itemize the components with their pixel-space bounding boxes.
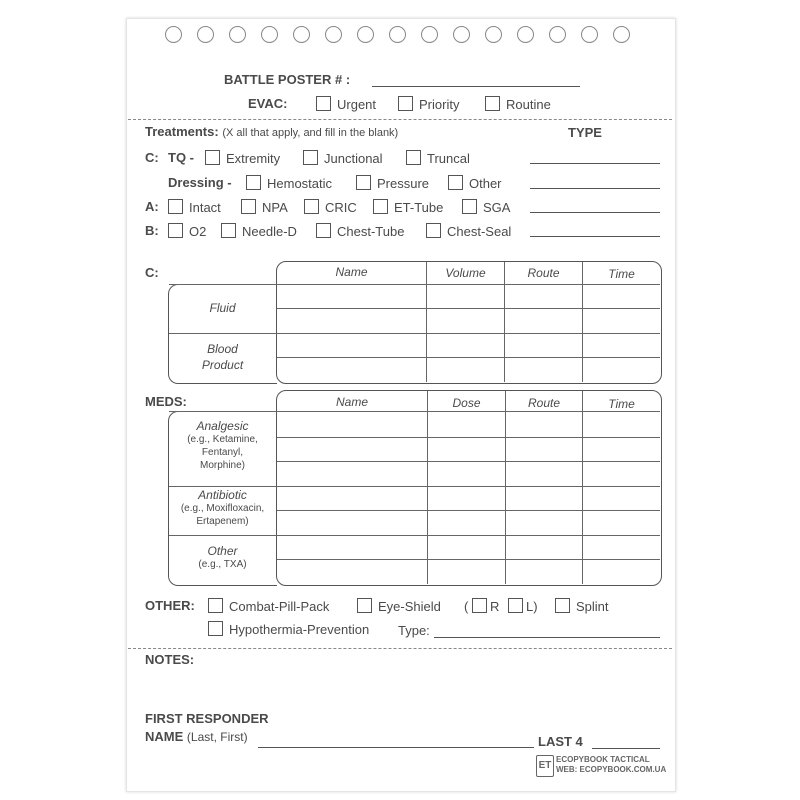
spiral-hole [197,26,214,43]
battle-poster-label: BATTLE POSTER # : [224,72,351,87]
analgesic-row-label: Analgesic (e.g., Ketamine, Fentanyl, Morphine) [187,419,258,471]
section-divider [128,648,672,649]
breathing-type-field[interactable] [530,236,660,237]
fluid-row-label: Fluid [209,301,236,315]
eye-shield-right-checkbox[interactable]: R [472,598,499,614]
combat-pill-pack-checkbox[interactable]: Combat-Pill-Pack [208,598,329,614]
airway-cric-checkbox[interactable]: CRIC [304,199,357,215]
evac-priority-label: Priority [419,97,460,112]
eye-shield-paren: ( [464,599,469,614]
a-label: A: [145,199,159,214]
spiral-hole [389,26,406,43]
b-label: B: [145,223,159,238]
spiral-hole [581,26,598,43]
notes-label: NOTES: [145,652,195,667]
responder-name-field[interactable] [258,747,534,748]
evac-urgent-label: Urgent [337,97,377,112]
spiral-hole [421,26,438,43]
spiral-hole [357,26,374,43]
meds-col-dose: Dose [452,396,481,410]
responder-name-label: NAME (Last, First) [145,729,248,744]
fluids-col-time: Time [608,267,635,281]
hypothermia-prevention-checkbox[interactable]: Hypothermia-Prevention [208,621,369,637]
hypothermia-type-field[interactable] [434,637,660,638]
spiral-hole [229,26,246,43]
tq-extremity-checkbox[interactable]: Extremity [205,150,280,166]
brand-line-2: WEB: ECOPYBOOK.COM.UA [556,765,667,774]
breathing-needle-d-checkbox[interactable]: Needle-D [221,223,297,239]
dressing-type-field[interactable] [530,188,660,189]
brand-text [556,755,666,775]
airway-npa-checkbox[interactable]: NPA [241,199,288,215]
c-label: C: [145,150,159,165]
last4-label: LAST 4 [538,734,583,749]
tq-type-field[interactable] [530,163,660,164]
blood-product-row-label: Blood Product [201,342,244,372]
tq-truncal-checkbox[interactable]: Truncal [406,150,470,166]
brand-logo-icon: ET [536,755,554,777]
spiral-hole [613,26,630,43]
evac-label: EVAC: [248,96,288,111]
tq-junctional-checkbox[interactable]: Junctional [303,150,383,166]
meds-col-name: Name [335,395,368,409]
last4-field[interactable] [592,748,660,749]
breathing-chest-seal-checkbox[interactable]: Chest-Seal [426,223,511,239]
section-divider [128,119,672,120]
dressing-pressure-checkbox[interactable]: Pressure [356,175,429,191]
circulation-fluids-label: C: [145,265,159,280]
meds-col-route: Route [527,396,561,410]
dressing-hemostatic-checkbox[interactable]: Hemostatic [246,175,332,191]
tq-label: TQ - [168,150,194,165]
airway-type-field[interactable] [530,212,660,213]
battle-poster-field[interactable] [372,86,580,87]
notes-area[interactable] [145,670,660,706]
eye-shield-checkbox[interactable]: Eye-Shield [357,598,441,614]
evac-urgent-checkbox[interactable] [316,96,376,112]
breathing-o2-checkbox[interactable]: O2 [168,223,206,239]
first-responder-label: FIRST RESPONDER [145,711,269,726]
evac-routine-checkbox[interactable] [485,96,551,112]
other-meds-row-label: Other (e.g., TXA) [198,544,247,570]
dressing-other-checkbox[interactable]: Other [448,175,502,191]
airway-et-tube-checkbox[interactable]: ET-Tube [373,199,443,215]
evac-routine-label: Routine [506,97,551,112]
other-label: OTHER: [145,598,195,613]
fluids-col-route: Route [527,266,560,280]
spiral-hole [485,26,502,43]
spiral-hole [517,26,534,43]
spiral-hole [453,26,470,43]
dressing-label: Dressing - [168,175,232,190]
spiral-hole [293,26,310,43]
splint-checkbox[interactable]: Splint [555,598,609,614]
meds-label: MEDS: [145,394,187,409]
fluids-col-name: Name [335,265,368,279]
fluids-col-volume: Volume [445,266,486,280]
airway-sga-checkbox[interactable]: SGA [462,199,510,215]
breathing-chest-tube-checkbox[interactable]: Chest-Tube [316,223,404,239]
brand-line-1: ECOPYBOOK TACTICAL [556,755,650,764]
antibiotic-row-label: Antibiotic (e.g., Moxifloxacin, Ertapenem) [180,488,265,527]
spiral-hole [165,26,182,43]
spiral-hole [261,26,278,43]
evac-priority-checkbox[interactable] [398,96,459,112]
spiral-hole [325,26,342,43]
meds-table [276,390,662,586]
meds-col-time: Time [608,397,635,411]
spiral-hole [549,26,566,43]
type-heading: TYPE [568,125,602,140]
hypothermia-type-label: Type: [398,623,430,638]
treatments-heading: Treatments: (X all that apply, and fill in the blank) [145,124,399,139]
eye-shield-left-checkbox[interactable]: L) [508,598,538,614]
airway-intact-checkbox[interactable]: Intact [168,199,221,215]
